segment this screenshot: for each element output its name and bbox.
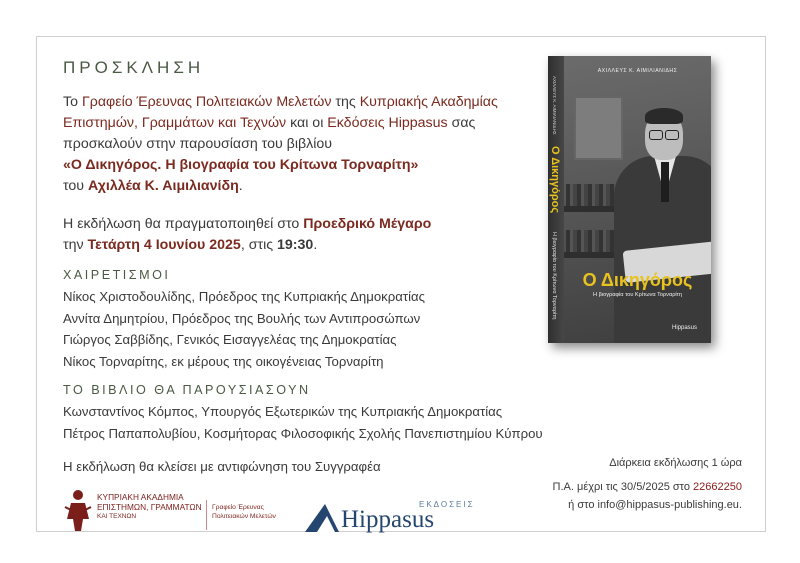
event-text: Η εκδήλωση θα πραγματοποιηθεί στο bbox=[63, 216, 304, 232]
spine-title: Ο Δικηγόρος bbox=[549, 146, 561, 214]
academy-name-line: ΕΠΙΣΤΗΜΩΝ, ΓΡΑΜΜΑΤΩΝ bbox=[97, 501, 202, 512]
office-name-line: Γραφείο Έρευνας bbox=[212, 504, 264, 511]
academy-name bbox=[97, 493, 202, 522]
rsvp-text: ή στο bbox=[568, 499, 598, 511]
event-duration: Διάρκεια εκδήλωσης 1 ώρα bbox=[609, 457, 742, 469]
event-date: Τετάρτη 4 Ιουνίου 2025 bbox=[87, 237, 241, 253]
office-name bbox=[212, 503, 276, 521]
academy-name-line: ΚΑΙ ΤΕΧΝΩΝ bbox=[97, 513, 137, 521]
rsvp-phone[interactable]: 22662250 bbox=[693, 481, 742, 493]
cover-title: Ο Δικηγόρος bbox=[582, 270, 693, 290]
cover-publisher: Hippasus bbox=[671, 325, 697, 331]
presenters-heading: ΤΟ ΒΙΒΛΙΟ ΘΑ ΠΑΡΟΥΣΙΑΣΟΥΝ bbox=[63, 383, 311, 397]
logo-divider bbox=[206, 500, 207, 530]
book-title: «Ο Δικηγόρος. Η βιογραφία του Κρίτωνα Τορναρίτη» bbox=[63, 157, 419, 173]
presenter-item: Κωνσταντίνος Κόμπος, Υπουργός Εξωτερικών της Κυπριακής Δημοκρατίας bbox=[63, 404, 503, 419]
invitation-title: ΠΡΟΣΚΛΗΣΗ bbox=[63, 58, 205, 77]
cover-portrait-glasses bbox=[649, 130, 679, 138]
org-publisher: Εκδόσεις Hippasus bbox=[327, 115, 448, 131]
event-text: . bbox=[313, 237, 318, 253]
book-cover-image bbox=[548, 56, 711, 343]
greeting-item: Γιώργος Σαββίδης, Γενικός Εισαγγελέας της Δημοκρατίας bbox=[63, 332, 397, 347]
presenter-item: Πέτρος Παπαπολυβίου, Κοσμήτορας Φιλοσοφικής Σχολής Πανεπιστημίου Κύπρου bbox=[63, 425, 543, 441]
rsvp-email[interactable]: info@hippasus-publishing.eu bbox=[597, 499, 739, 511]
book-author: Αχιλλέα Κ. Αιμιλιανίδη bbox=[88, 178, 239, 194]
greetings-list bbox=[63, 286, 425, 372]
greeting-item: Νίκος Χριστοδουλίδης, Πρόεδρος της Κυπριακής Δημοκρατίας bbox=[63, 289, 426, 304]
rsvp-text: . bbox=[738, 499, 742, 511]
cover-portrait-hair bbox=[645, 108, 683, 124]
event-venue: Προεδρικό Μέγαρο bbox=[303, 216, 432, 232]
event-text: την bbox=[63, 237, 88, 253]
greetings-heading: ΧΑΙΡΕΤΙΣΜΟΙ bbox=[63, 268, 171, 282]
cover-author: ΑΧΙΛΛΕΥΣ Κ. ΑΙΜΙΛΙΑΝΙΔΗΣ bbox=[597, 68, 678, 74]
intro-text: Το bbox=[63, 94, 82, 110]
cover-portrait-tie bbox=[661, 162, 669, 202]
cover-photo-frame bbox=[574, 96, 623, 160]
event-text: , στις bbox=[240, 237, 278, 253]
closing-note: Η εκδήλωση θα κλείσει με αντιφώνηση του Συγγραφέα bbox=[63, 459, 381, 474]
org-academy: Κυπριακής Ακαδημίας Επιστημών, Γραμμάτων και Τεχνών bbox=[63, 94, 498, 131]
intro-text: και οι bbox=[286, 115, 328, 131]
book-front-cover bbox=[564, 56, 711, 343]
academy-emblem-icon bbox=[63, 487, 93, 533]
intro-text: του bbox=[63, 178, 88, 194]
publisher-name: Hippasus bbox=[341, 506, 435, 533]
presenters-list bbox=[63, 401, 543, 444]
hippasus-logo-icon bbox=[305, 502, 339, 532]
event-paragraph bbox=[63, 214, 533, 256]
intro-text: . bbox=[238, 178, 243, 194]
cover-books bbox=[566, 230, 621, 252]
intro-text: της bbox=[331, 94, 360, 110]
spine-subtitle: Η βιογραφία του Κρίτωνα Τορναρίτη bbox=[551, 232, 557, 320]
greeting-item: Αννίτα Δημητρίου, Πρόεδρος της Βουλής των Αντιπροσώπων bbox=[63, 310, 421, 326]
cover-books bbox=[566, 184, 621, 206]
spine-author: ΑΧΙΛΛΕΥΣ Κ. ΑΙΜΙΛΙΑΝΙΔΗΣ bbox=[552, 76, 557, 135]
cover-subtitle: Η βιογραφία του Κρίτωνα Τορναρίτη bbox=[593, 292, 682, 298]
book-spine bbox=[548, 56, 564, 343]
rsvp-info bbox=[553, 478, 742, 514]
publisher-label: ΕΚΔΟΣΕΙΣ bbox=[419, 500, 475, 509]
intro-text: σας προσκαλούν στην παρουσίαση του βιβλίου bbox=[63, 115, 476, 152]
office-name-line: Πολιτειακών Μελετών bbox=[212, 513, 276, 520]
intro-paragraph bbox=[63, 92, 533, 197]
academy-name-line: ΚΥΠΡΙΑΚΗ ΑΚΑΔΗΜΙΑ bbox=[97, 492, 184, 502]
rsvp-text: Π.Α. μέχρι τις 30/5/2025 στο bbox=[552, 481, 694, 493]
greeting-item: Νίκος Τορναρίτης, εκ μέρους της οικογένειας Τορναρίτη bbox=[63, 353, 384, 369]
event-time: 19:30 bbox=[277, 237, 314, 253]
org-office: Γραφείο Έρευνας Πολιτειακών Μελετών bbox=[81, 94, 332, 110]
